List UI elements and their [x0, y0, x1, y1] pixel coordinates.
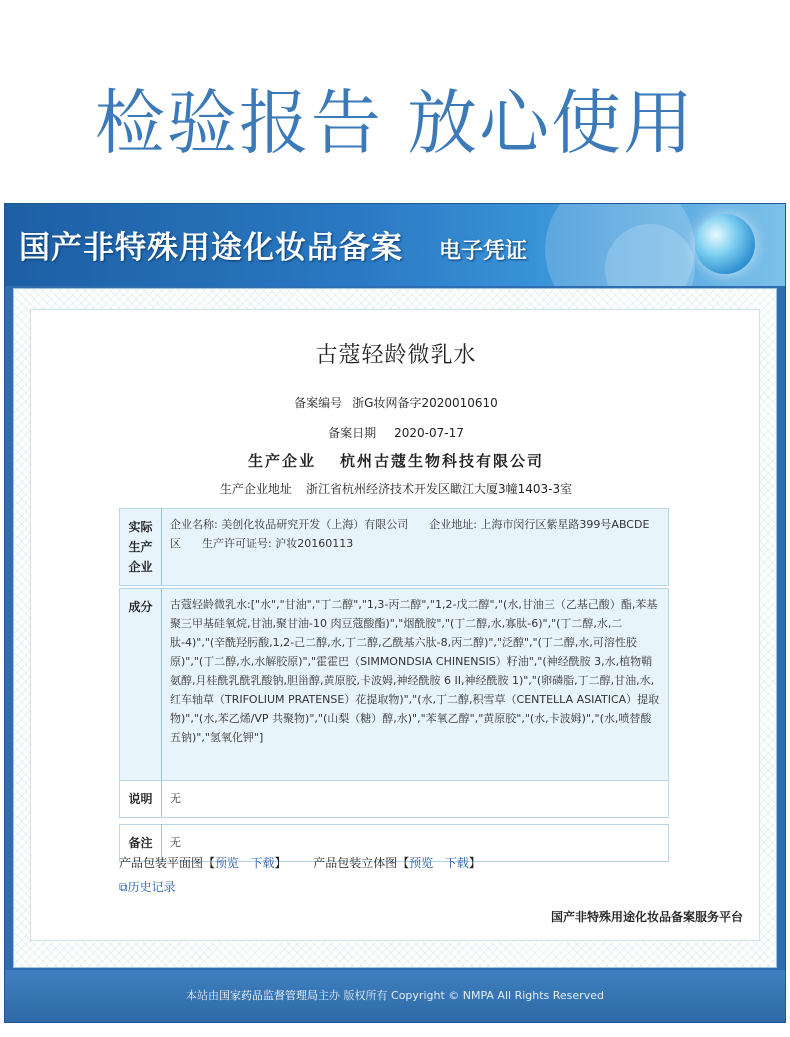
filing-number-value: 浙G妆网备字2020010610: [352, 396, 498, 410]
solid-preview-link[interactable]: 预览: [409, 856, 434, 870]
producer-license-label: 生产许可证号:: [201, 537, 272, 550]
platform-name: 国产非特殊用途化妆品备案服务平台: [550, 910, 743, 924]
actual-producer-head: 实际生产企业: [120, 509, 162, 586]
address-value: 浙江省杭州经济技术开发区瞰江大厦3幢1403-3室: [305, 482, 573, 496]
producer-name-label: 企业名称:: [170, 518, 218, 531]
manufacturer-value: 杭州古蔻生物科技有限公司: [340, 452, 545, 470]
actual-producer-table: [119, 508, 669, 586]
producer-address-label: 企业地址:: [429, 518, 477, 531]
solid-image-label: 产品包装立体图: [313, 856, 398, 870]
footer-prefix: 本站由: [186, 989, 220, 1002]
page-headline: 检验报告 放心使用: [94, 82, 696, 164]
history-link[interactable]: [119, 878, 176, 895]
flat-download-link[interactable]: 下载: [250, 856, 275, 870]
actual-producer-body: [162, 509, 669, 586]
remarks-value: 无: [162, 825, 669, 862]
ingredients-table: [119, 588, 669, 790]
certificate-banner: [5, 204, 785, 286]
history-link-label[interactable]: 历史记录: [127, 880, 176, 894]
history-icon: ⧉: [119, 880, 128, 894]
address-row: [31, 480, 761, 497]
site-footer: [5, 970, 785, 1022]
filing-date-label: 备案日期: [328, 426, 377, 440]
notes-head: 说明: [120, 781, 162, 818]
globe-icon: [695, 214, 755, 274]
solid-download-link[interactable]: 下载: [444, 856, 469, 870]
footer-suffix: 主办 版权所有 Copyright © NMPA All Rights Reserved: [318, 989, 604, 1002]
flat-preview-link[interactable]: 预览: [215, 856, 240, 870]
footer-org: 国家药品监督管理局: [219, 989, 319, 1002]
manufacturer-row: [31, 450, 761, 471]
notes-table: [119, 780, 669, 818]
producer-name-value: 美创化妆品研究开发（上海）有限公司: [221, 518, 409, 531]
producer-address-value: 上海市闵行区紫星路399号ABCDE区: [170, 518, 650, 550]
certificate-frame: [4, 203, 786, 1023]
filing-date-value: 2020-07-17: [394, 426, 464, 440]
filing-number-row: [31, 394, 761, 411]
package-downloads: 产品包装平面图【预览 下载】 产品包装立体图【预览 下载】: [119, 856, 481, 870]
manufacturer-label: 生产企业: [247, 452, 316, 470]
banner-title: 国产非特殊用途化妆品备案: [19, 230, 403, 266]
ingredients-body: 古蔻轻龄微乳水:["水","甘油","丁二醇","1,3-丙二醇","1,2-戊二醇","(水,甘油三（乙基己酸）酯,苯基聚三甲基硅氧烷,甘油,聚甘油-10 肉豆蔻酸酯)","烟酰胺","(丁二醇,水,寡肽-6)","(丁二醇,水,二肽-4)","(辛酰羟肟酸,1,2-己二醇,水,丁二醇,乙酰基六肽-8,丙二醇)","泛醇","(丁二醇,水,可溶性胶原)","(丁二醇,水,水解胶原)","霍霍巴（SIMMONDSIA CHINENSIS）籽油","(神经酰胺 3,水,植物鞘氨醇,月桂酰乳酰乳酸钠,胆甾醇,黄原胶,卡波姆,神经酰胺 6 II,神经酰胺 1)","(卵磷脂,丁二醇,甘油,水,红车轴草（TRIFOLIUM PRATENSE）花提取物)","(水,丁二醇,积雪草（CENTELLA ASIATICA）提取物)","(水,苯乙烯/VP 共聚物)","(山梨（糖）醇,水)","苯氧乙醇","黄原胶","(水,卡波姆)","(水,喷替酸五钠)","氢氧化钾"]: [162, 589, 669, 790]
certificate-body: [13, 288, 777, 968]
filing-number-label: 备案编号: [294, 396, 343, 410]
notes-value: 无: [162, 781, 669, 818]
flat-image-label: 产品包装平面图: [119, 856, 204, 870]
remarks-head: 备注: [120, 825, 162, 862]
certificate-content: [30, 309, 760, 941]
producer-license-value: 沪妆20160113: [275, 537, 354, 550]
product-name: 古蔻轻龄微乳水: [315, 343, 477, 368]
filing-date-row: [31, 424, 761, 441]
ingredients-head: 成分: [120, 589, 162, 790]
address-label: 生产企业地址: [219, 482, 292, 496]
banner-subtitle: 电子凭证: [439, 238, 528, 264]
